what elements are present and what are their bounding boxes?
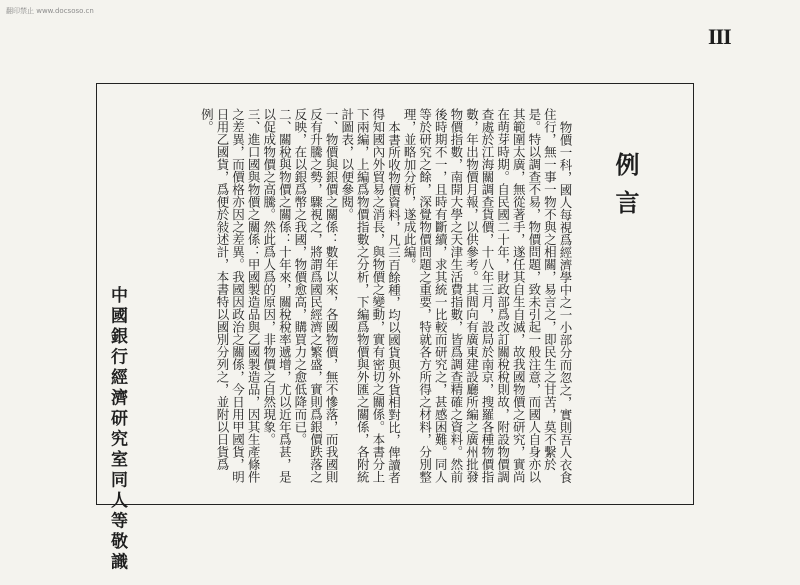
paragraph-item-1: 一、物價與銀價之關係：數年以來，各國物價，無不慘落，而我國則反有升騰之勢，驟視之，將謂爲國民經濟之繁盛，實則爲銀價跌落之反映，在以銀爲幣之我國，物價愈高，購買力之愈低降而已。 bbox=[292, 108, 340, 483]
paragraph: 本書所收物價資料，凡三百餘種，均以國貨與外貨相對比，俾讀者得知國內外貿易之消長，與物價之變動，實有密切之關係。本書分上下兩編，上編爲物價指數之分析，下編爲物價與外匯之關係，各附統計圖表，以便參閱。 bbox=[339, 108, 402, 483]
page-number: III bbox=[708, 24, 731, 49]
paragraph-item-2: 二、關稅與物價之關係：十年來，關稅稅率遞增，尤以近年爲甚，是以促成物價之高騰。然此爲人爲的原因，非物價之自然現象。 bbox=[261, 108, 293, 483]
signature: 中國銀行經濟研究室同人等敬識 bbox=[107, 286, 127, 573]
paragraph-item-3: 三、進口國與物價之關係：甲國製造品與乙國製造品，因其生產條件之差異，而價格亦因之差異。我國因政治之關係，今日用甲國貨，明日用乙國貨，爲便於敍述計，本書特以國別分列之，並附以日貨爲例。 bbox=[199, 108, 262, 483]
paragraph: 物價一科，國人每視爲經濟學中之一小部分而忽之，實則吾人衣食住行，無一事一物不與之相關，易言之，即民生之甘苦，莫不繫於是。特以調查不易，物價問題，致未引起一般注意，而國人自身亦以其範圍太廣，無從著手，遂任其自生自滅，故我國物價之研究，實尚在萌芽時期。自民國二十年，財政部爲改訂關稅稅則故，附設物價調查處於江海關調查貨價，十八年三月，設局於南京，搜羅各種物價指數，年出物價月報，以供參考。其間向有廣東建設廳所編之廣州批發物價指數，南開大學之天津生活費指數，皆爲調查精確之資料。然前後時期不一，且時有斷續，求其統一比較而研究之，甚感困難。同人等於研究之餘，深覺物價問題之重要，特就各方所得之材料，分別整理，並略加分析，遂成此編。 bbox=[402, 108, 573, 483]
watermark: 翻印禁止 www.docsoso.cn bbox=[6, 7, 94, 15]
page-title: 例言 bbox=[611, 152, 640, 228]
body-text bbox=[150, 108, 573, 493]
